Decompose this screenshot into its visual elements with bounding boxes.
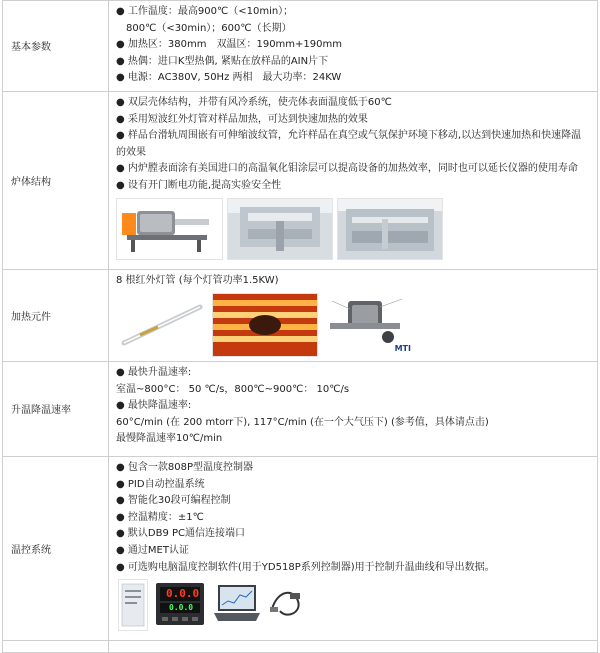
row-content xyxy=(109,91,598,269)
text-line: ● 默认DB9 PC通信连接端口 xyxy=(116,528,246,540)
image-row xyxy=(116,293,591,357)
lamp-tube-photo xyxy=(116,293,208,355)
controller-display-pv: 0.0.0 xyxy=(166,587,200,601)
text-line: ● 可选购电脑温度控制软件(用于YD518P系列控制器)用于控制升温曲线和导出数据。 xyxy=(116,561,495,573)
text-line: 最慢降温速率10℃/min xyxy=(116,433,223,445)
controller-display-sv: 0.0.0 xyxy=(169,603,194,613)
text-line: ● 加热区：380mm 双温区：190mm+190mm xyxy=(116,39,342,51)
row-label: 加热元件 xyxy=(3,269,109,361)
text-line: 800℃（<30min）；600℃（长期） xyxy=(126,22,292,34)
row-content xyxy=(109,1,598,92)
text-line: ● 最快升温速率: xyxy=(116,366,192,378)
text-line: ● 双层壳体结构，并带有风冷系统，使壳体表面温度低于60℃ xyxy=(116,96,392,108)
row-label: 升温降温速率 xyxy=(3,361,109,456)
text-line: 室温~800°C： 50 ℃/s，800℃~900℃： 10℃/s xyxy=(116,383,350,395)
laptop-photo xyxy=(212,579,262,629)
text-line: ● 内炉膛表面涂有美国进口的高温氧化钼涂层可以提高设备的加热效率，同时也可以延长仪器的使用寿命 xyxy=(116,163,578,175)
text-line: ● 最快降温速率: xyxy=(116,400,192,412)
spec-table xyxy=(2,0,598,653)
text-line: ● 通过MET认证 xyxy=(116,544,189,556)
text-line: 8 根红外灯管 (每个灯管功率1.5KW) xyxy=(116,274,279,286)
text-line: ● 电源：AC380V, 50Hz 两相 最大功率：24KW xyxy=(116,72,342,84)
text-line: ● 样品台滑轨周围嵌有可伸缩波纹管，允许样品在真空或气氛保护环境下移动,以达到快速加热和快速降温的效果 xyxy=(116,130,582,158)
furnace-photo xyxy=(116,198,223,260)
row-heating-rate xyxy=(3,361,598,456)
row-furnace-structure xyxy=(3,91,598,269)
glowing-lamps-photo xyxy=(212,293,318,357)
mti-logo: MTI xyxy=(394,343,411,353)
row-basic-params xyxy=(3,1,598,92)
text-line: ● 采用短波红外灯管对样品加热，可达到快速加热的效果 xyxy=(116,113,368,125)
row-label: 温控系统 xyxy=(3,456,109,640)
rate-reference-link[interactable]: 60°C/min (在 200 mtorr下), 117°C/min (在一个大气压下) (参考值，具体请点击) xyxy=(116,416,489,428)
text-line: ● 工作温度：最高900℃（<10min）； xyxy=(116,6,294,17)
text-line: ● 热偶：进口K型热偶, 紧贴在放样品的AIN片下 xyxy=(116,55,329,67)
chamber-photo-2 xyxy=(337,198,443,260)
row-content xyxy=(109,361,598,456)
row-heating-element xyxy=(3,269,598,361)
cable-photo xyxy=(266,579,306,629)
row-label: 炉体结构 xyxy=(3,91,109,269)
image-row xyxy=(116,198,591,260)
text-line: ● 控温精度：±1℃ xyxy=(116,511,204,523)
chamber-photo-1 xyxy=(227,198,333,260)
row-content xyxy=(109,456,598,640)
controller-photo xyxy=(152,579,208,629)
text-line: ● 设有开门断电功能,提高实验安全性 xyxy=(116,179,282,191)
text-line: ● PID自动控温系统 xyxy=(116,478,205,490)
row-temperature-control xyxy=(3,456,598,640)
row-content xyxy=(109,269,598,361)
text-line: ● 智能化30段可编程控制 xyxy=(116,495,231,507)
furnace-diagram-photo xyxy=(322,293,414,355)
row-label: 基本参数 xyxy=(3,1,109,92)
image-row xyxy=(118,579,591,631)
text-line: ● 包含一款808P型温度控制器 xyxy=(116,461,254,473)
manual-photo xyxy=(118,579,148,631)
